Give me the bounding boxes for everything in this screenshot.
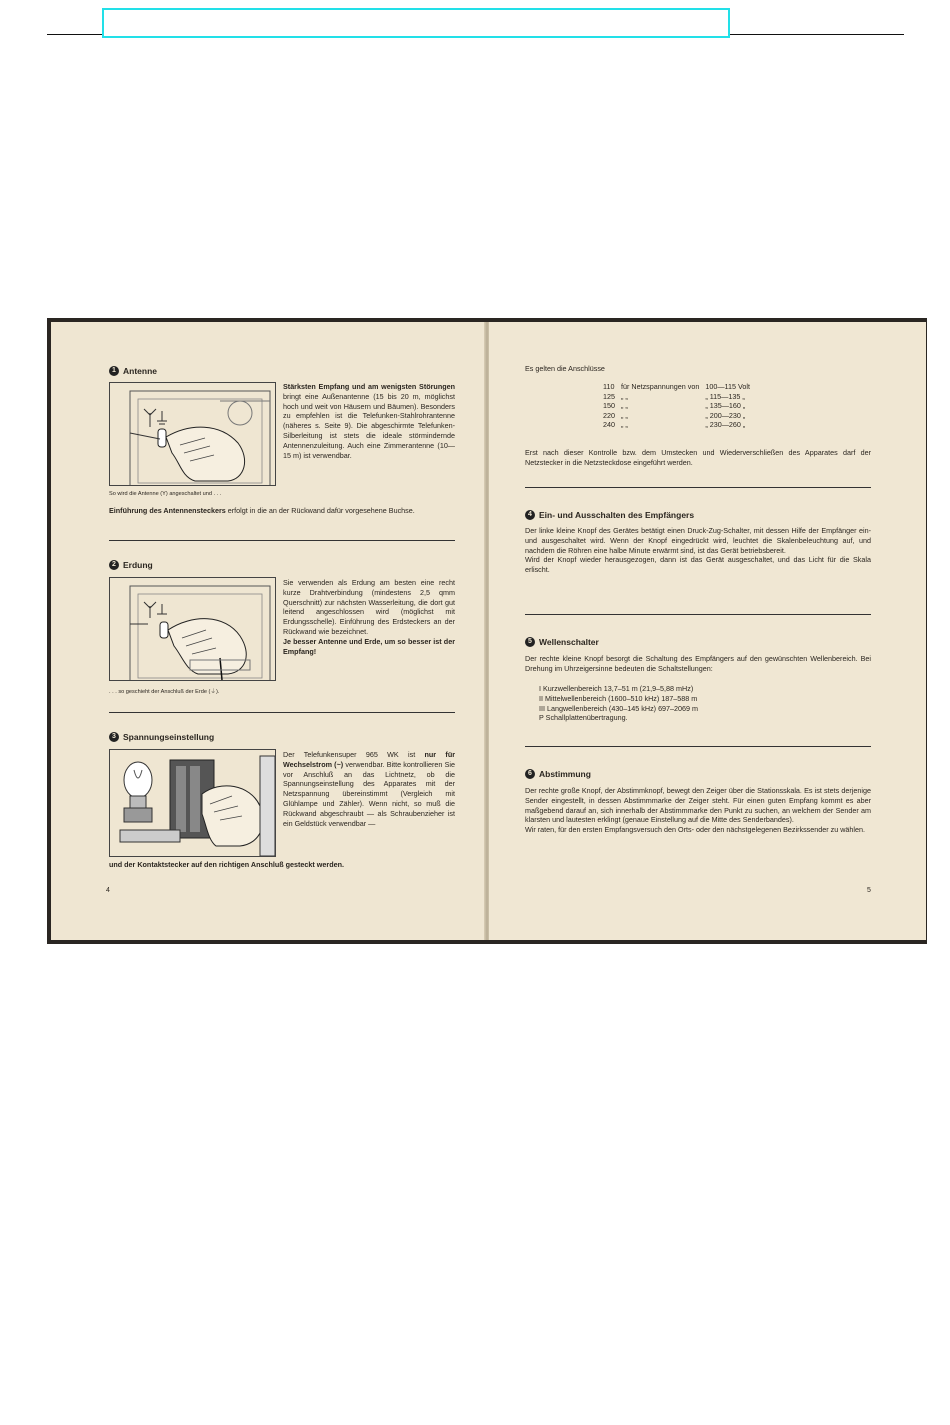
list-item: I Kurzwellenbereich 13,7–51 m (21,9–5,88 mHz)	[539, 684, 694, 693]
section-title: Antenne	[123, 366, 157, 376]
antennenstecker-text: Einführung des Antennensteckers erfolgt in die an der Rückwand dafür vorgesehene Buchse.	[109, 506, 415, 515]
spannung-conclusion: und der Kontaktstecker auf den richtigen Anschluß gesteckt werden.	[109, 860, 344, 869]
voltage-cell: für Netzspannungen von	[621, 382, 700, 391]
voltage-cell: „ „	[621, 401, 628, 411]
list-item: II Mittelwellenbereich (1600–510 kHz) 187–588 m	[539, 693, 698, 703]
antenna-hand-icon	[110, 383, 275, 485]
voltage-row	[603, 411, 756, 421]
section-title: Abstimmung	[539, 769, 591, 779]
voltage-cell: „ 135—160 „	[705, 401, 746, 411]
divider	[525, 746, 871, 747]
page-number: 4	[106, 887, 110, 894]
antenna-illustration	[109, 382, 276, 486]
erdung-illustration	[109, 577, 276, 681]
voltage-cell: 220	[603, 410, 615, 420]
divider	[109, 540, 455, 541]
voltage-cell: 150	[603, 401, 615, 411]
header-highlight-box	[102, 8, 730, 38]
section-title: Spannungseinstellung	[123, 732, 215, 742]
voltage-cell: „ „	[621, 410, 628, 420]
voltage-cell: 100—115 Volt	[705, 382, 750, 391]
section-title: Wellenschalter	[539, 637, 599, 647]
section-wellenschalter-heading	[525, 637, 599, 647]
ground-hand-icon	[110, 578, 275, 680]
section-title: Ein- und Ausschalten des Empfängers	[539, 510, 695, 520]
list-item: III Langwellenbereich (430–145 kHz) 697–2069 m	[539, 703, 699, 713]
voltage-cell: 125	[603, 391, 615, 401]
list-item: P Schallplattenübertragung.	[539, 713, 628, 723]
voltage-cell: 240	[603, 420, 615, 430]
erdung-text: Sie verwenden als Erdung am besten eine recht kurze Drahtverbindung (mindestens 2,5 qmm Querschnitt) zur nächsten Wasserleitung, die dort gut leitend angeschlossen wird (möglichst mit Erdungsschelle). Einführung des Erdsteckers an der Rückwand wie bezeichnet. Je besser Antenne und Erde, um so besser ist der Empfang!	[283, 578, 455, 656]
section-antenne-heading	[109, 366, 157, 376]
page-number: 5	[867, 887, 871, 894]
divider	[525, 487, 871, 488]
section-abstimmung-heading	[525, 769, 591, 779]
divider	[525, 614, 871, 615]
voltage-cell: „ 115—135 „	[705, 391, 745, 401]
voltage-cell: „ 230—260 „	[705, 420, 746, 430]
control-note: Erst nach dieser Kontrolle bzw. dem Umstecken und Wiederverschließen des Apparates darf der Netzstecker in die Netzsteckdose eingeführt werden.	[525, 448, 871, 467]
voltage-cell: 110	[603, 382, 615, 391]
section-number: 4	[525, 510, 535, 520]
wellen-list	[539, 684, 859, 723]
section-erdung-heading	[109, 560, 153, 570]
section-number: 1	[109, 366, 119, 376]
voltage-row	[603, 401, 756, 411]
wellenschalter-text: Der rechte kleine Knopf besorgt die Schaltung des Empfängers auf den gewünschten Wellenbereich. Bei Drehung im Uhrzeigersinne bedeuten die Schaltstellungen:	[525, 654, 871, 673]
erdung-caption: . . . so geschieht der Anschluß der Erde (⏚).	[109, 689, 220, 695]
spannung-illustration	[109, 749, 276, 857]
anschluesse-intro: Es gelten die Anschlüsse	[525, 364, 605, 373]
right-page	[489, 322, 926, 940]
antenne-caption: So wird die Antenne (Y) angeschaltet und . . .	[109, 491, 222, 497]
spannung-text: Der Telefunkensuper 965 WK ist nur für Wechselstrom (~) verwendbar. Bitte kontrollieren Sie vor Anschluß an das Lichtnetz, ob die Spannungseinstellung des Apparates mit der Netzspannung übereinstimmt (Vergleich mit Glühlampe und Zähler). Wenn nicht, so muß die Rückwand abgeschraubt — als Schraubenzieher ist ein Geldstück verwendbar —	[283, 750, 456, 828]
section-number: 5	[525, 637, 535, 647]
scanned-booklet	[47, 318, 927, 944]
ein-aus-text: Der linke kleine Knopf des Gerätes betätigt einen Druck-Zug-Schalter, mit dessen Hilfe der Empfänger ein- und ausgeschaltet wird. Wenn der Knopf eingedrückt wird, leuchtet die Skalenbeleuchtung auf, und nachdem die Röhren eine halbe Minute erwärmt sind, ist das Gerät betriebsbereit. Wird der Knopf wieder herausgezogen, dann ist das Gerät ausgeschaltet, und das Licht für die Skala erlischt.	[525, 526, 871, 575]
antenne-text: Stärksten Empfang und am wenigsten Störungen bringt eine Außenantenne (15 bis 20 m, möglichst hoch und weit von Häusern und Bäumen). Besonders zu empfehlen ist die Telefunken-Stahlrohrantenne (näheres s. Seite 9). Die abgeschirmte Telefunken-Silberleitung ist stets die ideale störmindernde Antennenzuleitung. Auch eine Zimmerantenne (10—15 m) ist verwendbar.	[283, 382, 455, 460]
left-page	[51, 322, 488, 940]
voltage-row	[603, 382, 756, 392]
section-ein-aus-heading	[525, 510, 694, 520]
voltage-cell: „ 200—230 „	[705, 410, 746, 420]
voltage-cell: „ „	[621, 391, 628, 401]
abstimmung-text: Der rechte große Knopf, der Abstimmknopf, bewegt den Zeiger über die Stationsskala. Es ist stets derjenige Sender eingestellt, in dessen Abstimmmarke der Zeiger steht. Für einen guten Empfang kommt es aber maßgebend darauf an, sich innerhalb der Abstimmmarke den Punkt zu suchen, an welchem der Sender am klarsten und lautesten erklingt (genaue Einstellung auf die Mitte des Senderbandes). Wir raten, für den ersten Empfangsversuch den Orts- oder den nächstgelegenen Bezirkssender zu wählen.	[525, 786, 871, 835]
voltage-row	[603, 420, 756, 430]
section-title: Erdung	[123, 560, 153, 570]
lamp-and-hand-icon	[110, 750, 275, 856]
section-number: 6	[525, 769, 535, 779]
voltage-row	[603, 392, 756, 402]
divider	[109, 712, 455, 713]
section-number: 2	[109, 560, 119, 570]
section-number: 3	[109, 732, 119, 742]
section-spannung-heading	[109, 732, 214, 742]
voltage-cell: „ „	[621, 420, 628, 430]
voltage-table	[603, 382, 756, 430]
